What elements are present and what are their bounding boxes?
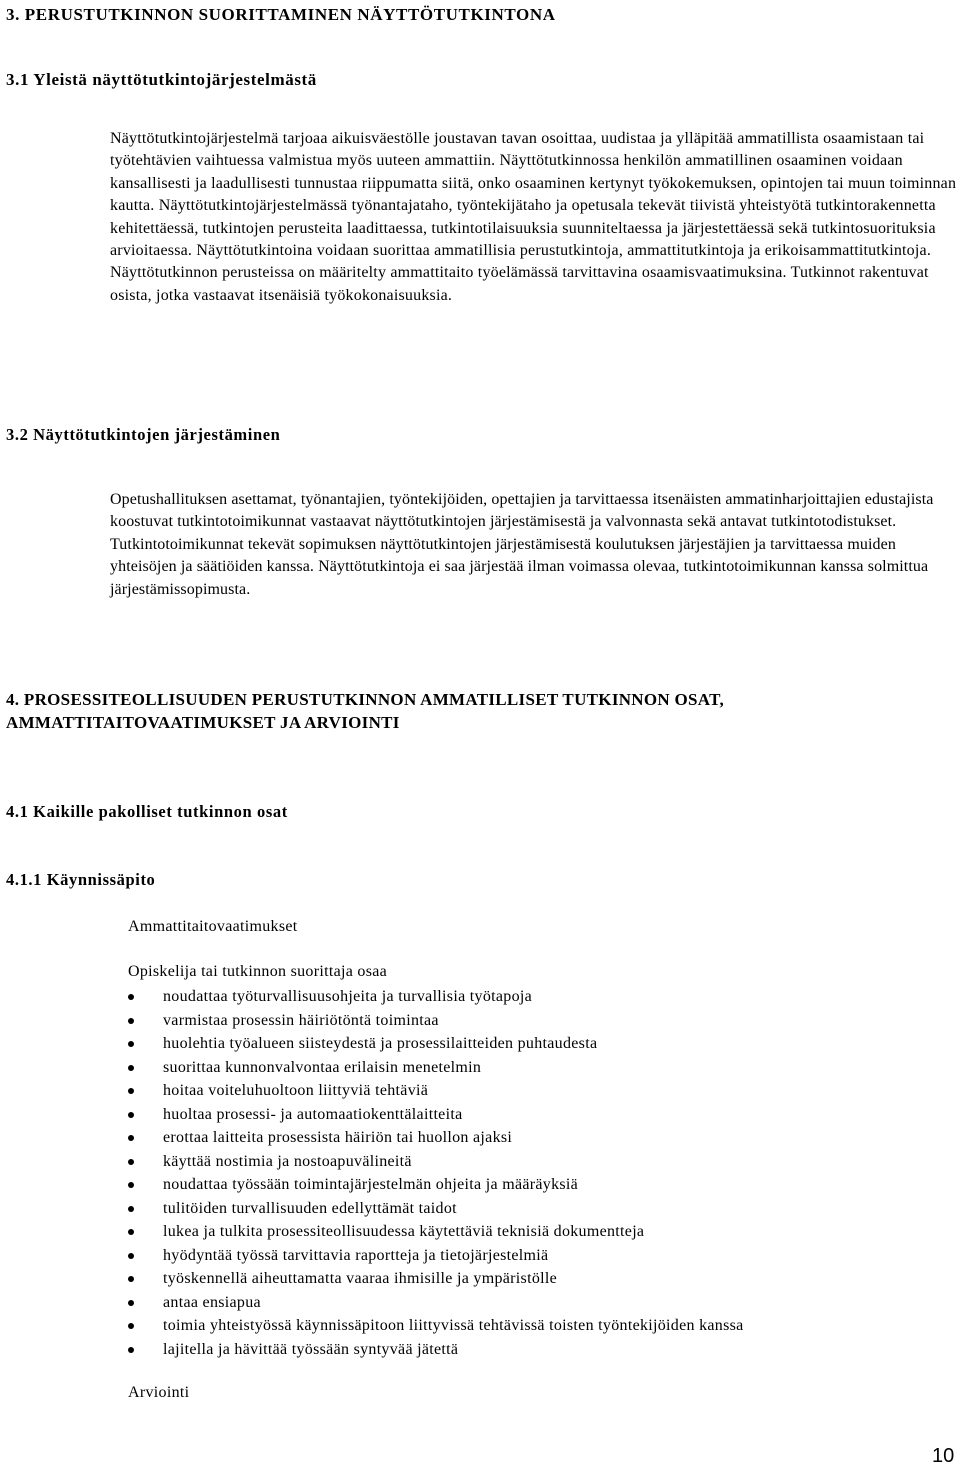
list-item xyxy=(128,1244,928,1268)
list-item xyxy=(128,1220,928,1244)
list-item-text: noudattaa työturvallisuusohjeita ja turvallisia työtapoja xyxy=(163,988,533,1005)
bullet-icon xyxy=(128,1182,134,1188)
list-item-text: suorittaa kunnonvalvontaa erilaisin menetelmin xyxy=(163,1058,482,1076)
bullet-icon xyxy=(128,1135,134,1141)
list-item-text: huoltaa prosessi- ja automaatiokenttälaitteita xyxy=(163,1105,463,1123)
list-item xyxy=(128,1009,928,1033)
bullet-icon xyxy=(128,1300,134,1306)
list-item xyxy=(128,1032,928,1056)
requirements-label: Ammattitaitovaatimukset xyxy=(128,918,298,935)
list-item-text: toimia yhteistyössä käynnissäpitoon liittyvissä tehtävissä toisten työntekijöiden kanssa xyxy=(163,1317,744,1334)
list-item xyxy=(128,1126,928,1150)
list-item-text: hoitaa voiteluhuoltoon liittyviä tehtäviä xyxy=(163,1082,429,1099)
list-item xyxy=(128,985,928,1009)
section-3-heading: 3. PERUSTUTKINNON SUORITTAMINEN NÄYTTÖTUTKINTONA xyxy=(6,5,556,24)
bullet-icon xyxy=(128,1088,134,1094)
bullet-icon xyxy=(128,1253,134,1259)
section-4-heading: 4. PROSESSITEOLLISUUDEN PERUSTUTKINNON AMMATILLISET TUTKINNON OSAT, AMMATTITAITOVAATIMUKSET JA ARVIOINTI xyxy=(6,690,725,732)
bullet-icon xyxy=(128,1347,134,1353)
list-item-text: hyödyntää työssä tarvittavia raportteja ja tietojärjestelmiä xyxy=(163,1246,549,1264)
list-item xyxy=(128,1173,928,1197)
section-3-2-heading: 3.2 Näyttötutkintojen järjestäminen xyxy=(6,425,281,444)
bullet-icon xyxy=(128,1229,134,1235)
list-item xyxy=(128,1056,928,1080)
list-item-text: tulitöiden turvallisuuden edellyttämät taidot xyxy=(163,1199,457,1217)
bullet-icon xyxy=(128,1065,134,1071)
section-3-1-heading: 3.1 Yleistä näyttötutkintojärjestelmästä xyxy=(6,70,317,89)
list-item-text: varmistaa prosessin häiriötöntä toimintaa xyxy=(163,1011,439,1029)
list-item xyxy=(128,1079,928,1103)
list-item-text: käyttää nostimia ja nostoapuvälineitä xyxy=(163,1152,412,1170)
list-item xyxy=(128,1150,928,1174)
list-item xyxy=(128,1338,928,1362)
bullet-icon xyxy=(128,1041,134,1047)
section-4-1-heading: 4.1 Kaikille pakolliset tutkinnon osat xyxy=(6,802,288,821)
section-3-1-paragraph: Näyttötutkintojärjestelmä tarjoaa aikuisväestölle joustavan tavan osoittaa, uudistaa ja ylläpitää ammatillista osaamistaan tai työtehtävien vaihtuessa valmistua myös uuteen ammattiin. Näyttötutkinnossa henkilön ammatillinen osaaminen voidaan kansallisesti ja laadullisesti tunnustaa riippumatta siitä, onko osaaminen kertynyt työkokemuksen, opintojen tai muun toiminnan kautta. Näyttötutkintojärjestelmässä työnantajataho, työntekijätaho ja opetusala tekevät tiivistä yhteistyötä tutkintorakennetta kehitettäessä, tutkintojen perusteita laadittaessa, tutkintotilaisuuksia suunniteltaessa ja järjestettäessä sekä tutkintosuorituksia arvioitaessa. Näyttötutkintoina voidaan suorittaa ammatillisia perustutkintoja, ammattitutkintoja ja erikoisammattitutkintoja. Näyttötutkinnon perusteissa on määritelty ammattitaito työelämässä tarvittavina osaamisvaatimuksina. Tutkinnot rakentuvat osista, jotka vastaavat itsenäisiä työkokonaisuuksia. xyxy=(110,130,957,304)
list-item-text: noudattaa työssään toimintajärjestelmän ohjeita ja määräyksiä xyxy=(163,1176,579,1193)
requirements-list xyxy=(128,985,928,1361)
list-item xyxy=(128,1314,928,1338)
list-item xyxy=(128,1103,928,1127)
bullet-icon xyxy=(128,1159,134,1165)
list-item-text: lajitella ja hävittää työssään syntyvää jätettä xyxy=(163,1340,459,1358)
list-item-text: työskennellä aiheuttamatta vaaraa ihmisille ja ympäristölle xyxy=(163,1270,558,1287)
list-item-text: lukea ja tulkita prosessiteollisuudessa käytettäviä teknisiä dokumentteja xyxy=(163,1223,645,1240)
bullet-icon xyxy=(128,994,134,1000)
section-3-2-paragraph: Opetushallituksen asettamat, työnantajien, työntekijöiden, opettajien ja tarvittaessa itsenäisten ammatinharjoittajien edustajista koostuvat tutkintotoimikunnat vastaavat näyttötutkintojen järjestämisestä ja valvonnasta sekä antavat tutkintotodistukset. Tutkintotoimikunnat tekevät sopimuksen näyttötutkintojen järjestämisestä koulutuksen järjestäjien ja tarvittaessa muiden yhteisöjen ja säätiöiden kanssa. Näyttötutkintoja ei saa järjestää ilman voimassa olevaa, tutkintotoimikunnan kanssa solmittua järjestämissopimusta. xyxy=(110,491,934,598)
bullet-icon xyxy=(128,1276,134,1282)
list-item-text: erottaa laitteita prosessista häiriön tai huollon ajaksi xyxy=(163,1129,513,1146)
list-item-text: antaa ensiapua xyxy=(163,1293,261,1311)
bullet-icon xyxy=(128,1323,134,1329)
list-item-text: huolehtia työalueen siisteydestä ja prosessilaitteiden puhtaudesta xyxy=(163,1035,598,1052)
list-item xyxy=(128,1291,928,1315)
page-number: 10 xyxy=(932,1445,955,1467)
bullet-icon xyxy=(128,1112,134,1118)
section-4-1-1-heading: 4.1.1 Käynnissäpito xyxy=(6,870,156,889)
list-item xyxy=(128,1197,928,1221)
assessment-label: Arviointi xyxy=(128,1384,190,1401)
list-item xyxy=(128,1267,928,1291)
bullet-icon xyxy=(128,1018,134,1024)
bullet-icon xyxy=(128,1206,134,1212)
requirements-intro: Opiskelija tai tutkinnon suorittaja osaa xyxy=(128,963,388,980)
